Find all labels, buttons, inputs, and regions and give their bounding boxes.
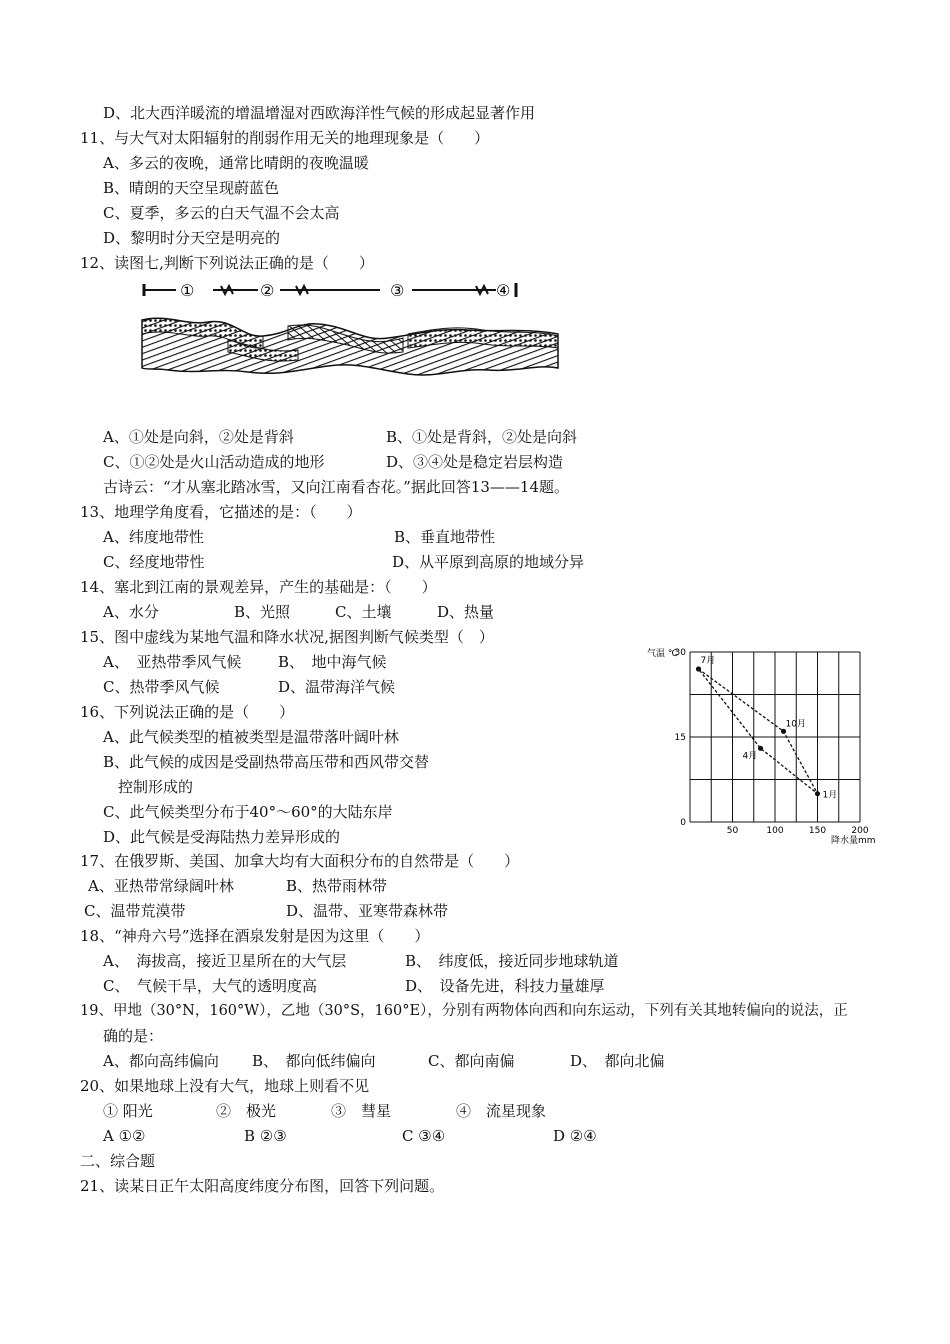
q12-option-c: C、①②处是火山活动造成的地形 — [103, 453, 325, 471]
q20-item-3: ③ 彗星 — [331, 1102, 392, 1120]
series-line — [699, 669, 818, 794]
q21-stem: 21、读某日正午太阳高度纬度分布图，回答下列问题。 — [80, 1177, 445, 1195]
geology-cross-section-figure — [138, 278, 563, 388]
rock-strata — [142, 318, 558, 375]
q19-option-c: C、都向南偏 — [428, 1052, 515, 1070]
mark-2: ② — [260, 281, 275, 300]
section-heading: 二、综合题 — [80, 1152, 156, 1170]
q20-option-a: A ①② — [103, 1127, 146, 1145]
q13-option-d: D、从平原到高原的地域分异 — [392, 553, 585, 571]
x-tick-label: 200 — [851, 826, 869, 836]
x-axis-label: 降水量mm — [831, 836, 876, 846]
chart-series — [696, 655, 837, 801]
q17-option-c: C、温带荒漠带 — [84, 902, 186, 920]
q11-option-a: A、多云的夜晚，通常比晴朗的夜晚温暖 — [103, 154, 369, 172]
q15-stem: 15、图中虚线为某地气温和降水状况,据图判断气候类型（ ） — [80, 628, 494, 646]
q13-option-a: A、纬度地带性 — [103, 528, 204, 546]
q18-stem: 18、“神舟六号”选择在酒泉发射是因为这里（ ） — [80, 927, 430, 945]
q19-stem: 19、甲地（30°N，160°W），乙地（30°S，160°E），分别有两物体向西和向东运动，下列有关其地转偏向的说法，正 — [80, 1003, 848, 1019]
q13-option-c: C、经度地带性 — [103, 553, 205, 571]
q20-stem: 20、如果地球上没有大气，地球上则看不见 — [80, 1077, 370, 1095]
q16-option-c: C、此气候类型分布于40°～60°的大陆东岸 — [103, 803, 393, 821]
q15-option-c: C、热带季风气候 — [103, 678, 220, 696]
data-point-label: 1月 — [822, 790, 838, 801]
q20-item-2: ② 极光 — [216, 1102, 277, 1120]
q15-option-d: D、温带海洋气候 — [278, 678, 396, 696]
q11-option-d: D、黎明时分天空是明亮的 — [103, 229, 281, 247]
q15-option-b: B、 地中海气候 — [278, 653, 387, 671]
q14-option-a: A、水分 — [103, 603, 159, 621]
q14-option-d: D、热量 — [437, 603, 495, 621]
q16-stem: 16、下列说法正确的是（ ） — [80, 703, 295, 721]
data-point-label: 7月 — [700, 656, 716, 666]
q18-option-b: B、 纬度低，接近同步地球轨道 — [405, 952, 619, 970]
q18-option-d: D、 设备先进，科技力量雄厚 — [405, 977, 605, 995]
mark-3: ③ — [390, 281, 405, 300]
q13-option-b: B、垂直地带性 — [394, 528, 496, 546]
mark-1: ① — [180, 281, 195, 300]
q14-option-b: B、光照 — [234, 603, 291, 621]
q10-option-d: D、北大西洋暖流的增温增湿对西欧海洋性气候的形成起显著作用 — [103, 104, 536, 122]
q17-option-d: D、温带、亚寒带森林带 — [286, 902, 449, 920]
climate-chart — [645, 640, 890, 850]
q20-option-b: B ②③ — [244, 1127, 287, 1145]
q12-option-d: D、③④处是稳定岩层构造 — [386, 453, 564, 471]
q19-option-d: D、 都向北偏 — [570, 1052, 665, 1070]
data-point-label: 4月 — [742, 751, 758, 762]
q19-option-b: B、 都向低纬偏向 — [252, 1052, 376, 1070]
q12-stem: 12、读图七,判断下列说法正确的是（ ） — [80, 254, 374, 272]
y-tick-label: 0 — [680, 818, 686, 828]
q11-option-b: B、晴朗的天空呈现蔚蓝色 — [103, 179, 280, 197]
data-point-label: 10月 — [785, 719, 806, 730]
q16-option-d: D、此气候是受海陆热力差异形成的 — [103, 828, 341, 846]
q20-item-1: ① 阳光 — [103, 1102, 153, 1120]
q19-option-a: A、都向高纬偏向 — [103, 1052, 219, 1070]
q19-stem-cont: 确的是： — [103, 1027, 164, 1045]
q20-option-d: D ②④ — [553, 1127, 597, 1145]
q17-stem: 17、在俄罗斯、美国、加拿大均有大面积分布的自然带是（ ） — [80, 852, 520, 870]
profile-line — [144, 283, 516, 297]
y-tick-label: 15 — [674, 733, 686, 743]
data-point — [696, 666, 701, 671]
y-axis-label: 气温 ℃ — [647, 649, 678, 659]
data-point — [758, 746, 763, 751]
q14-stem: 14、塞北到江南的景观差异，产生的基础是：（ ） — [80, 578, 437, 596]
q14-option-c: C、土壤 — [335, 603, 392, 621]
q17-option-a: A、亚热带常绿阔叶林 — [88, 877, 234, 895]
q20-item-4: ④ 流星现象 — [456, 1102, 547, 1120]
q18-option-c: C、 气候干旱，大气的透明度高 — [103, 977, 317, 995]
poem-intro: 古诗云：“才从塞北踏冰雪，又向江南看杏花。”据此回答13——14题。 — [103, 478, 570, 496]
x-tick-label: 150 — [808, 826, 827, 836]
y-tick-label: 30 — [674, 648, 686, 658]
q12-option-b: B、①处是背斜，②处是向斜 — [386, 428, 578, 446]
q15-option-a: A、 亚热带季风气候 — [103, 653, 242, 671]
q16-option-b: B、此气候的成因是受副热带高压带和西风带交替 — [103, 753, 430, 771]
q11-stem: 11、与大气对太阳辐射的削弱作用无关的地理现象是（ ） — [80, 129, 490, 147]
mark-4: ④ — [496, 281, 511, 300]
x-tick-label: 50 — [726, 826, 739, 836]
q18-option-a: A、 海拔高，接近卫星所在的大气层 — [103, 952, 347, 970]
q13-stem: 13、地理学角度看，它描述的是：（ ） — [80, 503, 362, 521]
q20-option-c: C ③④ — [402, 1127, 446, 1145]
data-point — [815, 791, 820, 796]
data-point — [781, 729, 786, 734]
q16-option-b-cont: 控制形成的 — [118, 778, 194, 796]
x-tick-label: 100 — [766, 826, 784, 836]
q12-option-a: A、①处是向斜，②处是背斜 — [103, 428, 294, 446]
q17-option-b: B、热带雨林带 — [286, 877, 388, 895]
q16-option-a: A、此气候类型的植被类型是温带落叶阔叶林 — [103, 728, 399, 746]
q11-option-c: C、夏季，多云的白天气温不会太高 — [103, 204, 340, 222]
